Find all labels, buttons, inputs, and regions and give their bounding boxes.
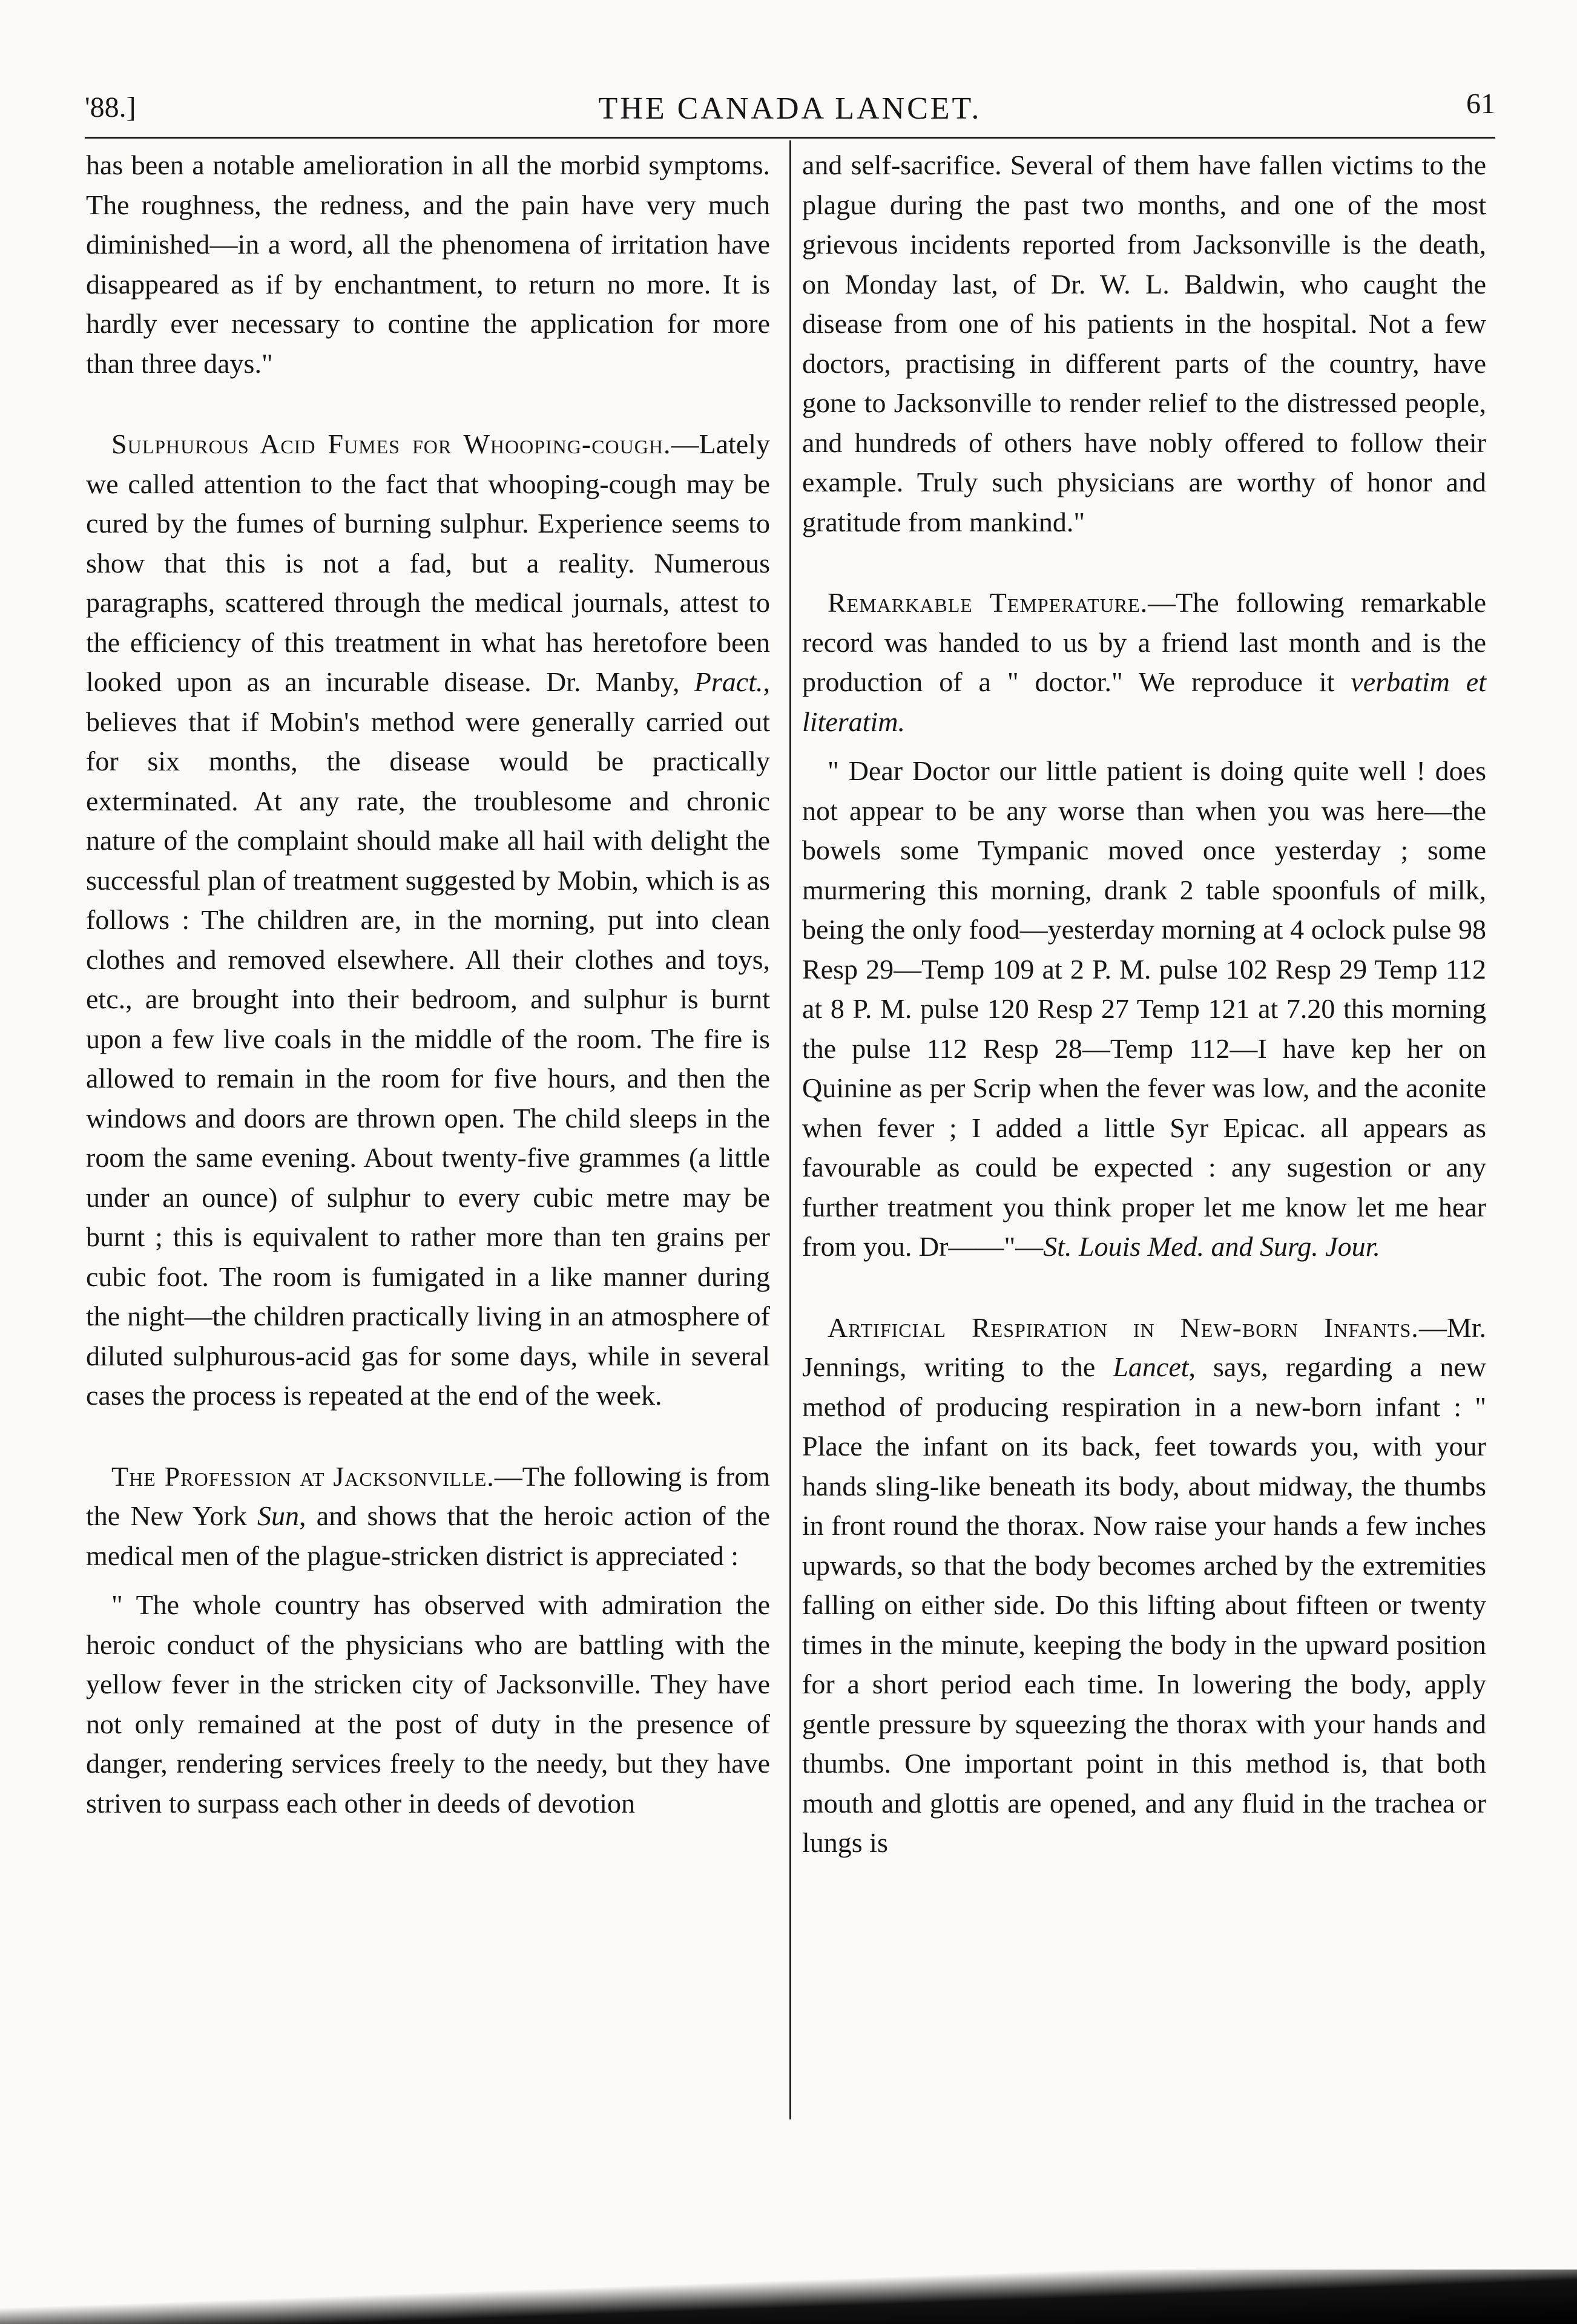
journal-title: THE CANADA LANCET. xyxy=(598,91,982,126)
left-column xyxy=(86,145,770,1823)
scan-page-edge xyxy=(0,2270,1577,2324)
page-header xyxy=(85,85,1495,127)
article-heading: Artificial Respiration in New-born Infants. xyxy=(828,1311,1419,1343)
quoted-passage-continued: and self-sacrifice. Several of them have fallen victims to the plague during the past two months, and one of the most grievous incidents reported from Jacksonville is the death, on Monday last, of Dr. W. L. Baldwin, who caught the disease from one of his patients in the hospital. Not a few doctors, practising in different parts of the country, have gone to Jacksonville to render relief to the distressed people, and hundreds of others have nobly offered to follow their example. Truly such physicians are worthy of honor and gratitude from mankind." xyxy=(802,149,1486,537)
article-text: , and shows that the heroic action of the medical men of the plague-stricken district is appreciated : xyxy=(86,1500,770,1571)
article-text: —Lately we called attention to the fact that whooping-cough may be cured by the fumes of burning sulphur. Experience seems to show that this is not a fad, but a reality. Numerous paragraphs, scattered through the medical journals, attest to the efficiency of this treatment in what has heretofore been looked upon as an incurable disease. Dr. Manby, xyxy=(86,428,770,697)
quoted-letter xyxy=(802,751,1486,1267)
article-text: —The following remarkable record was handed to us by a friend last month and is the production of a " doctor." We reproduce it xyxy=(802,587,1486,697)
article-heading: The Profession at Jacksonville. xyxy=(111,1460,495,1492)
article-heading: Sulphurous Acid Fumes for Whooping-cough. xyxy=(111,428,671,459)
paragraph-continued-quote: has been a notable amelioration in all the morbid symptoms. The roughness, the redness, and the pain have very much diminished—in a word, all the phenomena of irritation have disappeared as if by enchantment, to return no more. It is hardly ever necessary to contine the application for more than three days." xyxy=(86,149,770,379)
page-number: 61 xyxy=(1466,88,1495,120)
header-rule xyxy=(85,137,1495,139)
newspaper-name: Sun xyxy=(257,1500,300,1531)
article-text: , says, regarding a new method of producing respiration in a new-born infant : " Place the infant on its back, feet towards you, with your hands sling-like beneath its body, about midway, the thumbs in front round the thorax. Now raise your hands a few inches upwards, so that the body becomes arched by the extremities falling on either side. Do this lifting about fifteen or twenty times in the minute, keeping the body in the upward position for a short period each time. In lowering the body, apply gentle pressure by squeezing the thorax with your hands and thumbs. One important point in this method is, that both mouth and glottis are opened, and any fluid in the trachea or lungs is xyxy=(802,1351,1486,1858)
letter-text: " Dear Doctor our little patient is doing quite well ! does not appear to be any worse than when you was here—the bowels some Tympanic moved once yesterday ; some murmering this morning, drank 2 table spoonfuls of milk, being the only food—yesterday morning at 4 oclock pulse 98 Resp 29—Temp 109 at 2 P. M. pulse 102 Resp 29 Temp 112 at 8 P. M. pulse 120 Resp 27 Temp 121 at 7.20 this morning the pulse 112 Resp 28—Temp 112—I have kep her on Quinine as per Scrip when the fever was low, and the aconite when fever ; I added a little Syr Epicac. all appears as favourable as could be expected : any sugestion or any further treatment you think proper let me know let me hear from you. Dr——"— xyxy=(802,755,1486,1262)
article-profession-jacksonville xyxy=(86,1457,770,1576)
article-sulphurous-acid xyxy=(86,424,770,1416)
article-text: —Mr. Jennings, writing to the xyxy=(802,1311,1486,1382)
column-divider xyxy=(789,140,791,2119)
journal-citation: Lancet xyxy=(1113,1351,1189,1382)
quoted-passage: " The whole country has observed with admiration the heroic conduct of the physicians who are battling with the yellow fever in the stricken city of Jacksonville. They have not only remained at the post of duty in the presence of danger, rendering services freely to the needy, but they have striven to surpass each other in deeds of devotion xyxy=(86,1589,770,1819)
latin-phrase: verbatim et literatim. xyxy=(802,666,1486,737)
journal-citation: St. Louis Med. and Surg. Jour. xyxy=(1043,1231,1380,1262)
journal-citation: Pract. xyxy=(694,666,763,697)
article-text: —The following is from the New York xyxy=(86,1460,770,1531)
article-heading: Remarkable Temperature. xyxy=(828,587,1148,618)
article-text: , believes that if Mobin's method were generally carried out for six months, the disease would be practically exterminated. At any rate, the troublesome and chronic nature of the complaint should make all hail with delight the successful plan of treatment suggested by Mobin, which is as follows : The children are, in the morning, put into clean clothes and removed elsewhere. All their clothes and toys, etc., are brought into their bedroom, and sulphur is burnt upon a few live coals in the middle of the room. The fire is allowed to remain in the room for five hours, and then the windows and doors are thrown open. The child sleeps in the room the same evening. About twenty-five grammes (a little under an ounce) of sulphur to every cubic metre may be burnt ; this is equivalent to rather more than ten grains per cubic foot. The room is fumigated in a like manner during the night—the children practically living in an atmosphere of diluted sulphurous-acid gas for some days, while in several cases the process is repeated at the end of the week. xyxy=(86,666,770,1411)
volume-year: '88.] xyxy=(85,91,136,123)
article-remarkable-temperature xyxy=(802,583,1486,741)
article-artificial-respiration xyxy=(802,1308,1486,1863)
right-column xyxy=(802,145,1486,1863)
